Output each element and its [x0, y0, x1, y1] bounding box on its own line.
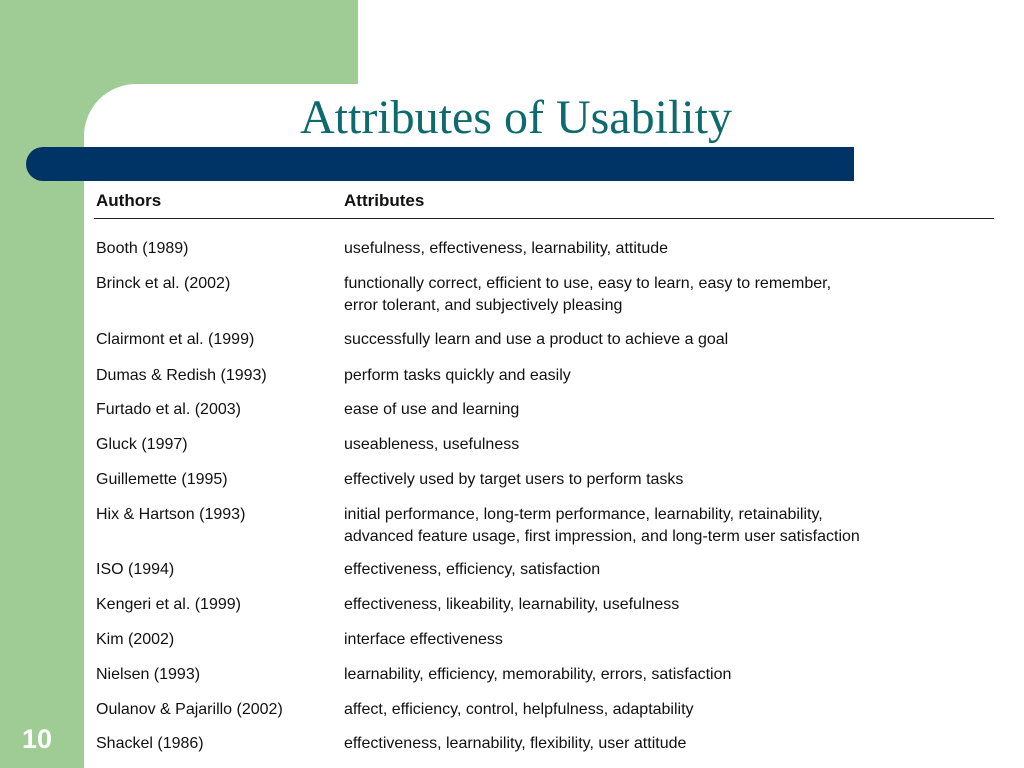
- author-cell: Kim (2002): [96, 631, 175, 648]
- attributes-line: effectiveness, efficiency, satisfaction: [344, 561, 601, 578]
- attributes-cell: [344, 594, 679, 616]
- header-attributes: Attributes: [344, 191, 425, 210]
- attributes-line: effectiveness, likeability, learnability, usefulness: [344, 596, 680, 613]
- author-cell: Oulanov & Pajarillo (2002): [96, 701, 283, 718]
- attributes-line: ease of use and learning: [344, 401, 520, 418]
- attributes-line: initial performance, long-term performance, learnability, retainability,: [344, 506, 823, 523]
- title-underline-bar: [26, 147, 854, 181]
- author-cell: Booth (1989): [96, 240, 189, 257]
- usability-table: [94, 186, 994, 752]
- attributes-line: affect, efficiency, control, helpfulness, adaptability: [344, 701, 694, 718]
- attributes-cell: [344, 434, 519, 456]
- attributes-cell: [344, 399, 519, 421]
- attributes-line: successfully learn and use a product to achieve a goal: [344, 331, 729, 348]
- table-header-row: [94, 186, 994, 219]
- attributes-cell: [344, 238, 668, 260]
- author-cell: Gluck (1997): [96, 436, 188, 453]
- attributes-cell: [344, 699, 694, 721]
- attributes-line: functionally correct, efficient to use, easy to learn, easy to remember,: [344, 275, 832, 292]
- author-cell: Dumas & Redish (1993): [96, 367, 267, 384]
- author-cell: Nielsen (1993): [96, 666, 201, 683]
- author-cell: Shackel (1986): [96, 735, 204, 752]
- attributes-cell: [344, 329, 728, 351]
- attributes-cell: [344, 469, 683, 491]
- attributes-line: interface effectiveness: [344, 631, 503, 648]
- slide-title: Attributes of Usability: [300, 91, 732, 144]
- attributes-line: effectively used by target users to perform tasks: [344, 471, 684, 488]
- author-cell: Guillemette (1995): [96, 471, 228, 488]
- attributes-cell: [344, 273, 831, 317]
- author-cell: Brinck et al. (2002): [96, 275, 231, 292]
- attributes-cell: [344, 559, 600, 581]
- author-cell: ISO (1994): [96, 561, 175, 578]
- author-cell: Kengeri et al. (1999): [96, 596, 241, 613]
- author-cell: Hix & Hartson (1993): [96, 506, 246, 523]
- attributes-cell: [344, 629, 503, 651]
- attributes-cell: [344, 365, 571, 387]
- header-authors: Authors: [96, 191, 162, 210]
- attributes-line: learnability, efficiency, memorability, errors, satisfaction: [344, 666, 732, 683]
- attributes-cell: [344, 504, 860, 548]
- attributes-line: usefulness, effectiveness, learnability, attitude: [344, 240, 669, 257]
- attributes-cell: [344, 733, 686, 755]
- author-cell: Clairmont et al. (1999): [96, 331, 255, 348]
- attributes-line: perform tasks quickly and easily: [344, 367, 571, 384]
- attributes-line: effectiveness, learnability, flexibility, user attitude: [344, 735, 687, 752]
- attributes-line: error tolerant, and subjectively pleasing: [344, 297, 623, 314]
- attributes-line: useableness, usefulness: [344, 436, 520, 453]
- page-number: 10: [22, 724, 53, 754]
- attributes-line: advanced feature usage, first impression, and long-term user satisfaction: [344, 528, 860, 545]
- author-cell: Furtado et al. (2003): [96, 401, 241, 418]
- attributes-cell: [344, 664, 731, 686]
